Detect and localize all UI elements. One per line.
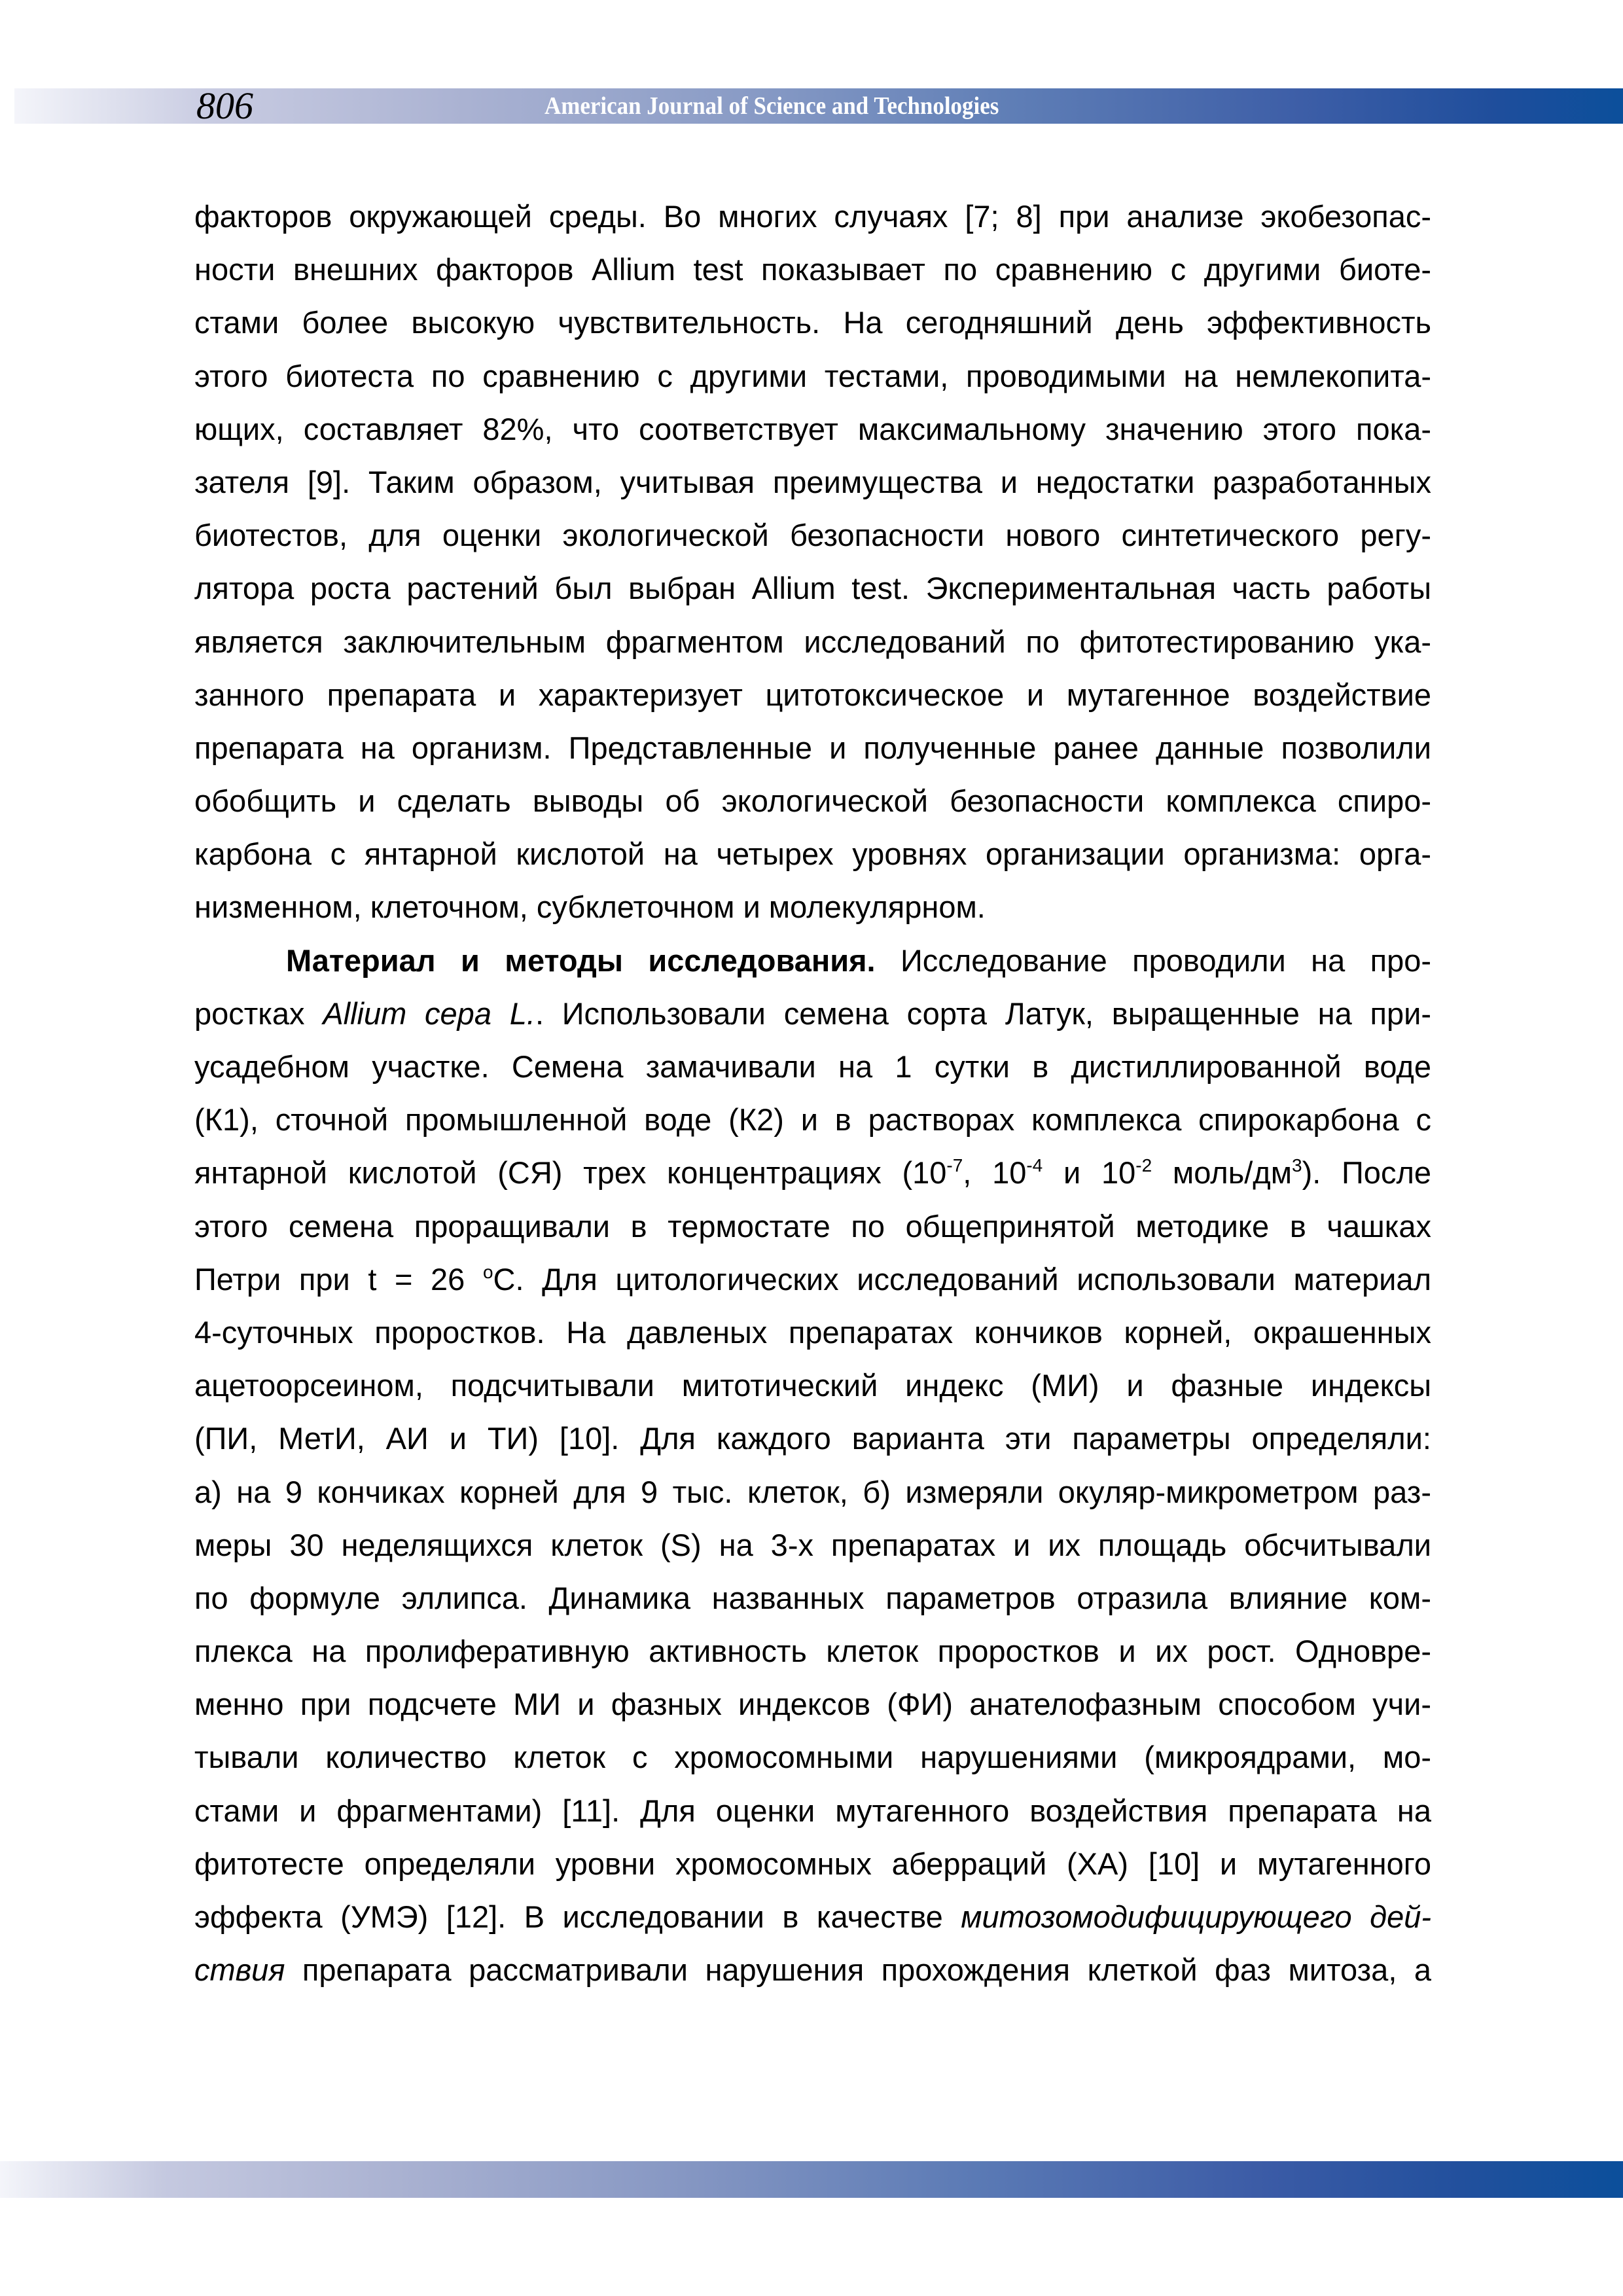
text-line: фитотесте определяли уровни хромосомных аберраций (ХА) [10] и мутагенного: [194, 1846, 1431, 1881]
text-line: (К1), сточной промышленной воде (К2) и в растворах комплекса спирокарбона с: [194, 1102, 1431, 1138]
text-line: [194, 1890, 1431, 1943]
text-line: препарата на организм. Представленные и полученные ранее данные позволили: [194, 730, 1431, 765]
text-line: обобщить и сделать выводы об экологической безопасности комплекса спиро-: [194, 783, 1431, 819]
text-line: тывали количество клеток с хромосомными нарушениями (микроядрами, мо-: [194, 1740, 1431, 1775]
text-run: эффекта (УМЭ) [12]. В исследовании в качестве: [194, 1899, 961, 1934]
text-run: Петри при t = 26: [194, 1261, 483, 1297]
page-number: 806: [196, 84, 253, 127]
text-line: низменном, клеточном, субклеточном и молекулярном.: [194, 889, 986, 925]
text-line: стами и фрагментами) [11]. Для оценки мутагенного воздействия препарата на: [194, 1793, 1431, 1828]
text-line: ности внешних факторов Allium test показывает по сравнению с другими биоте-: [194, 252, 1431, 287]
text-run: ). После: [1302, 1155, 1432, 1191]
text-run: С. Для цитологических исследований использовали материал: [493, 1261, 1431, 1297]
text-line: [194, 1253, 1431, 1306]
text-line: плекса на пролиферативную активность клеток проростков и их рост. Одновре-: [194, 1634, 1431, 1669]
text-line: а) на 9 кончиках корней для 9 тыс. клеток, б) измеряли окуляр-микрометром раз-: [194, 1474, 1431, 1509]
text-run: препарата рассматривали нарушения прохождения клеткой фаз митоза, а: [285, 1952, 1431, 1988]
text-run: и 10: [1043, 1155, 1136, 1191]
text-line: [194, 1943, 1431, 1996]
species-name: Allium cepa L.: [323, 996, 535, 1031]
text-run: Исследование проводили на про-: [875, 942, 1431, 978]
article-body: [194, 190, 1431, 1996]
text-run: ростках: [194, 996, 323, 1031]
text-run: моль/дм: [1152, 1155, 1293, 1191]
text-line: меры 30 неделящихся клеток (S) на 3-х препаратах и их площадь обсчитывали: [194, 1527, 1431, 1562]
superscript: 3: [1292, 1155, 1302, 1176]
text-line: этого семена проращивали в термостате по общепринятой методике в чашках: [194, 1208, 1431, 1244]
paragraph-intro: [194, 190, 1431, 934]
text-line: [194, 934, 1431, 987]
text-line: ацетоорсеином, подсчитывали митотический индекс (МИ) и фазные индексы: [194, 1368, 1431, 1403]
text-line: зателя [9]. Таким образом, учитывая преимущества и недостатки разработанных: [194, 464, 1431, 499]
text-line: менно при подсчете МИ и фазных индексов (ФИ) анателофазным способом учи-: [194, 1687, 1431, 1722]
journal-title: American Journal of Science and Technologies: [544, 92, 999, 120]
italic-term: ствия: [194, 1952, 285, 1988]
section-heading: Материал и методы исследования.: [286, 942, 876, 978]
text-line: лятора роста растений был выбран Allium test. Экспериментальная часть работы: [194, 571, 1431, 606]
text-line: [194, 1146, 1431, 1199]
text-line: является заключительным фрагментом исследований по фитотестированию ука-: [194, 624, 1431, 659]
paragraph-methods: [194, 934, 1431, 1997]
degree-superscript: о: [482, 1261, 493, 1282]
text-run: , 10: [963, 1155, 1027, 1191]
text-run: янтарной кислотой (СЯ) трех концентрациях (10: [194, 1155, 947, 1191]
text-line: занного препарата и характеризует цитотоксическое и мутагенное воздействие: [194, 677, 1431, 712]
text-line: 4-суточных проростков. На давленых препаратах кончиков корней, окрашенных: [194, 1314, 1431, 1350]
superscript: -4: [1026, 1155, 1043, 1176]
text-line: (ПИ, МетИ, АИ и ТИ) [10]. Для каждого варианта эти параметры определяли:: [194, 1421, 1431, 1456]
text-line: этого биотеста по сравнению с другими тестами, проводимыми на немлекопита-: [194, 358, 1431, 393]
text-run: . Использовали семена сорта Латук, выращенные на при-: [535, 996, 1431, 1031]
text-line: факторов окружающей среды. Во многих случаях [7; 8] при анализе экобезопас-: [194, 199, 1431, 234]
text-line: по формуле эллипса. Динамика названных параметров отразила влияние ком-: [194, 1580, 1431, 1615]
superscript: -7: [946, 1155, 963, 1176]
text-line: карбона с янтарной кислотой на четырех уровнях организации организма: орга-: [194, 836, 1431, 872]
footer-bar: [0, 2161, 1623, 2198]
text-line: [194, 987, 1431, 1040]
italic-term: митозомодифицирующего дей-: [961, 1899, 1431, 1934]
superscript: -2: [1135, 1155, 1152, 1176]
text-line: стами более высокую чувствительность. На сегодняшний день эффективность: [194, 305, 1431, 340]
text-line: биотестов, для оценки экологической безопасности нового синтетического регу-: [194, 518, 1431, 553]
text-line: ющих, составляет 82%, что соответствует максимальному значению этого пока-: [194, 411, 1431, 446]
text-line: усадебном участке. Семена замачивали на 1 сутки в дистиллированной воде: [194, 1049, 1431, 1084]
